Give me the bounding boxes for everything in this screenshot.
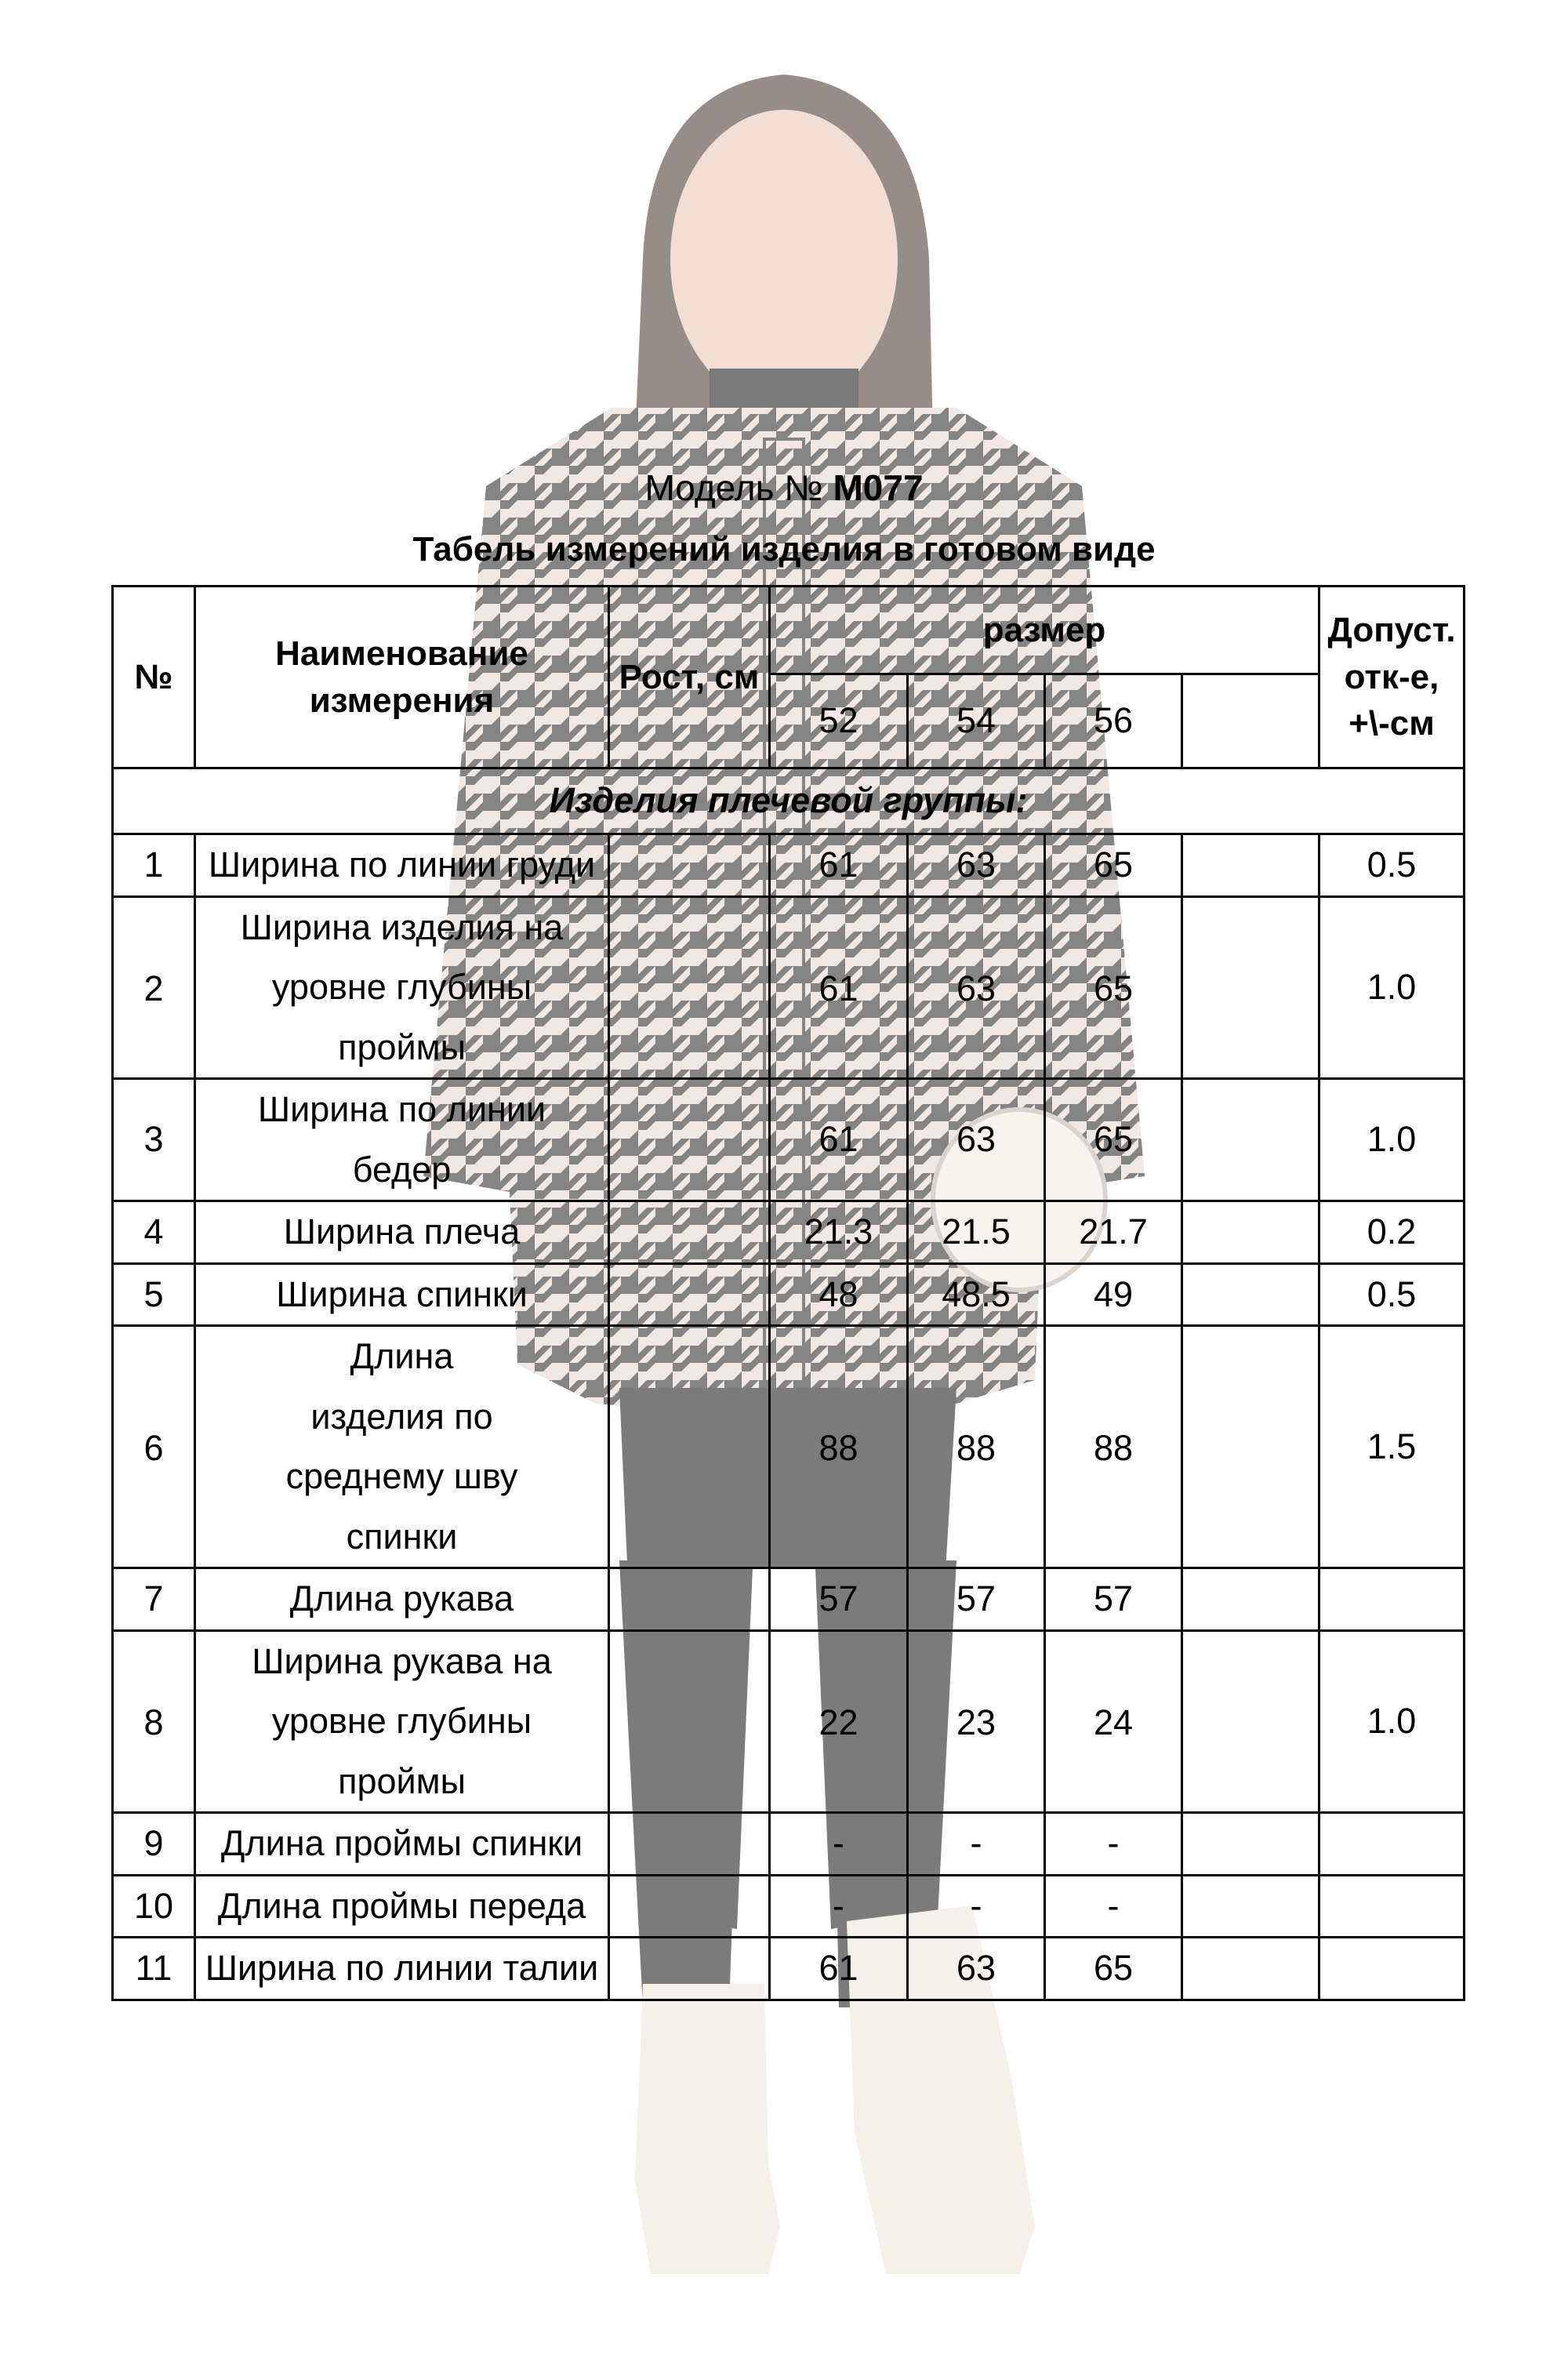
- row-value: 63: [908, 1938, 1045, 2000]
- row-num: 7: [113, 1568, 195, 1631]
- table-row: [113, 1568, 1465, 1631]
- row-num: 10: [113, 1875, 195, 1938]
- row-tolerance: 1.5: [1319, 1326, 1465, 1568]
- row-value: 49: [1045, 1263, 1182, 1326]
- row-tolerance: [1319, 1875, 1465, 1938]
- row-value: 48.5: [908, 1263, 1045, 1326]
- table-row: [113, 1630, 1465, 1813]
- row-value: 61: [770, 1079, 908, 1201]
- row-value: [1182, 1630, 1319, 1813]
- table-row: [113, 1079, 1465, 1201]
- row-height: [609, 1630, 770, 1813]
- row-name: Длина изделия по среднему шву спинки: [195, 1326, 609, 1568]
- row-value: 21.5: [908, 1201, 1045, 1264]
- row-value: 63: [908, 834, 1045, 897]
- row-name: Длина проймы спинки: [195, 1813, 609, 1876]
- row-num: 6: [113, 1326, 195, 1568]
- table-row: [113, 1263, 1465, 1326]
- row-value: 21.7: [1045, 1201, 1182, 1264]
- row-height: [609, 1568, 770, 1631]
- row-value: [1182, 1938, 1319, 2000]
- row-tolerance: 1.0: [1319, 1630, 1465, 1813]
- row-height: [609, 1201, 770, 1264]
- row-value: 88: [1045, 1326, 1182, 1568]
- row-value: 22: [770, 1630, 908, 1813]
- row-value: 65: [1045, 1938, 1182, 2000]
- row-value: 63: [908, 1079, 1045, 1201]
- row-value: [1182, 896, 1319, 1079]
- row-name: Ширина по линии талии: [195, 1938, 609, 2000]
- row-value: 65: [1045, 834, 1182, 897]
- measurement-table: [111, 585, 1465, 2001]
- row-value: 61: [770, 834, 908, 897]
- header-tolerance: Допуст. отк-е, +\-см: [1319, 587, 1465, 768]
- row-value: [1182, 1263, 1319, 1326]
- model-number-line: [0, 467, 1568, 509]
- row-num: 1: [113, 834, 195, 897]
- row-num: 2: [113, 896, 195, 1079]
- row-tolerance: 0.2: [1319, 1201, 1465, 1264]
- table-row: [113, 1326, 1465, 1568]
- row-value: 88: [908, 1326, 1045, 1568]
- row-value: 24: [1045, 1630, 1182, 1813]
- table-row: [113, 1938, 1465, 2000]
- row-tolerance: 1.0: [1319, 1079, 1465, 1201]
- row-value: 63: [908, 896, 1045, 1079]
- row-value: 88: [770, 1326, 908, 1568]
- row-value: -: [770, 1813, 908, 1876]
- row-value: [1182, 1875, 1319, 1938]
- table-row: [113, 1813, 1465, 1876]
- row-name: Ширина изделия на уровне глубины проймы: [195, 896, 609, 1079]
- row-height: [609, 1263, 770, 1326]
- row-num: 9: [113, 1813, 195, 1876]
- row-height: [609, 1813, 770, 1876]
- row-value: 57: [908, 1568, 1045, 1631]
- header-name: Наименование измерения: [195, 587, 609, 768]
- row-name: Ширина спинки: [195, 1263, 609, 1326]
- row-tolerance: [1319, 1568, 1465, 1631]
- table-title: Табель измерений изделия в готовом виде: [412, 530, 1156, 569]
- row-tolerance: 0.5: [1319, 834, 1465, 897]
- row-value: -: [908, 1875, 1045, 1938]
- table-row: [113, 1875, 1465, 1938]
- row-value: 57: [770, 1568, 908, 1631]
- row-num: 5: [113, 1263, 195, 1326]
- row-value: 65: [1045, 1079, 1182, 1201]
- size-56: 56: [1045, 674, 1182, 768]
- row-value: -: [908, 1813, 1045, 1876]
- row-value: [1182, 1813, 1319, 1876]
- row-value: 65: [1045, 896, 1182, 1079]
- row-tolerance: [1319, 1813, 1465, 1876]
- size-empty: [1182, 674, 1319, 768]
- row-height: [609, 1875, 770, 1938]
- row-value: 48: [770, 1263, 908, 1326]
- row-value: -: [770, 1875, 908, 1938]
- table-header-row: [113, 587, 1465, 674]
- table-row: [113, 834, 1465, 897]
- row-value: 57: [1045, 1568, 1182, 1631]
- row-num: 4: [113, 1201, 195, 1264]
- header-num: №: [113, 587, 195, 768]
- row-height: [609, 1079, 770, 1201]
- section-title: Изделия плечевой группы:: [113, 768, 1465, 834]
- row-value: [1182, 1079, 1319, 1201]
- row-height: [609, 834, 770, 897]
- row-value: [1182, 1326, 1319, 1568]
- row-height: [609, 1326, 770, 1568]
- row-value: 21.3: [770, 1201, 908, 1264]
- row-height: [609, 1938, 770, 2000]
- table-row: [113, 1201, 1465, 1264]
- row-num: 8: [113, 1630, 195, 1813]
- row-tolerance: [1319, 1938, 1465, 2000]
- row-name: Ширина плеча: [195, 1201, 609, 1264]
- size-52: 52: [770, 674, 908, 768]
- row-height: [609, 896, 770, 1079]
- header-height: Рост, см: [609, 587, 770, 768]
- header-size: размер: [770, 587, 1319, 674]
- model-code: М077: [833, 467, 924, 508]
- row-num: 11: [113, 1938, 195, 2000]
- row-tolerance: 0.5: [1319, 1263, 1465, 1326]
- row-name: Длина проймы переда: [195, 1875, 609, 1938]
- row-name: Ширина рукава на уровне глубины проймы: [195, 1630, 609, 1813]
- model-prefix: Модель №: [644, 467, 823, 508]
- row-value: 23: [908, 1630, 1045, 1813]
- size-54: 54: [908, 674, 1045, 768]
- row-value: 61: [770, 896, 908, 1079]
- row-tolerance: 1.0: [1319, 896, 1465, 1079]
- row-value: [1182, 834, 1319, 897]
- row-value: 61: [770, 1938, 908, 2000]
- row-num: 3: [113, 1079, 195, 1201]
- row-name: Ширина по линии бедер: [195, 1079, 609, 1201]
- row-name: Ширина по линии груди: [195, 834, 609, 897]
- row-value: [1182, 1201, 1319, 1264]
- table-row: [113, 896, 1465, 1079]
- section-row: [113, 768, 1465, 834]
- row-name: Длина рукава: [195, 1568, 609, 1631]
- row-value: -: [1045, 1875, 1182, 1938]
- row-value: -: [1045, 1813, 1182, 1876]
- row-value: [1182, 1568, 1319, 1631]
